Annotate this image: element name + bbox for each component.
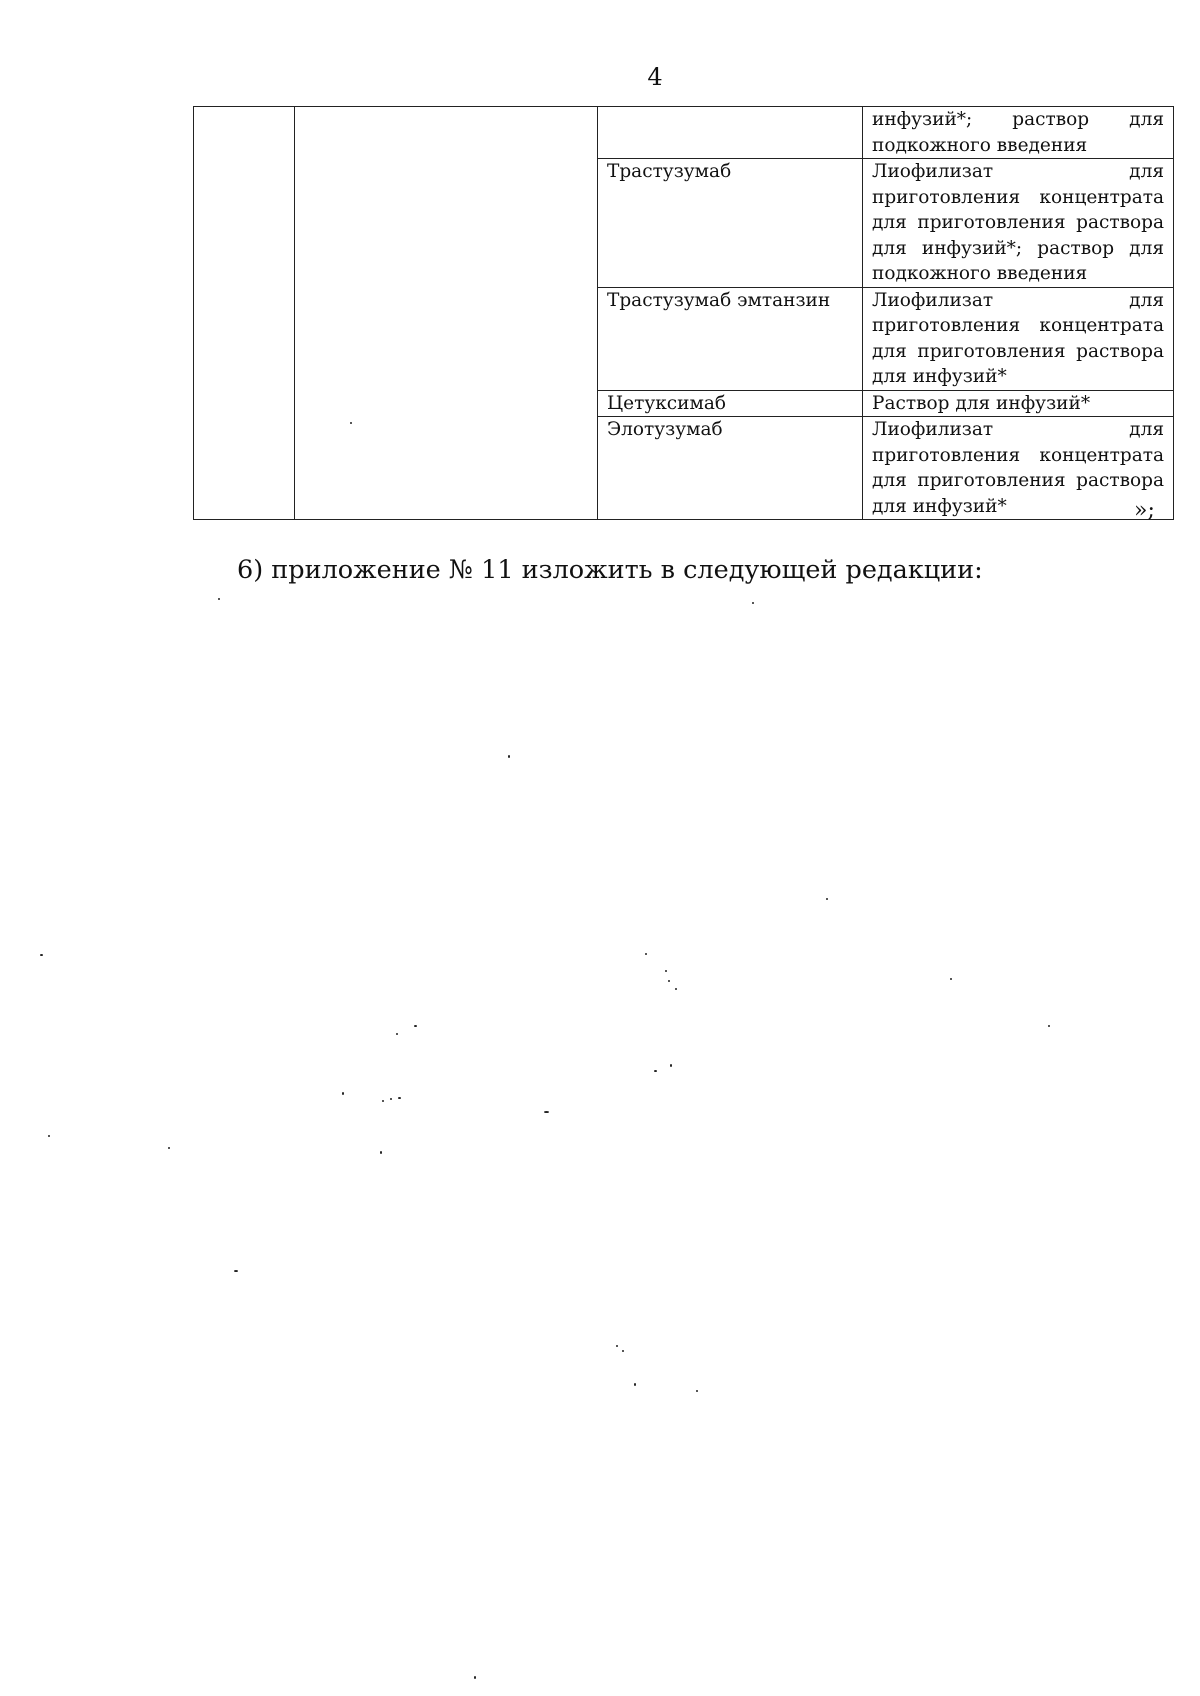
speck (752, 602, 754, 604)
speck (670, 1064, 672, 1067)
speck (1048, 1025, 1050, 1027)
group-cell (295, 107, 598, 520)
speck (668, 980, 670, 982)
drug-name-cell: Трастузумаб эмтанзин (598, 287, 863, 390)
drug-name-cell: Цетуксимаб (598, 390, 863, 417)
speck (696, 1390, 698, 1392)
speck (350, 422, 352, 424)
speck (396, 1033, 398, 1035)
speck (826, 898, 828, 900)
speck (675, 988, 677, 990)
speck (950, 978, 952, 980)
speck (665, 970, 667, 972)
code-cell (194, 107, 295, 520)
speck (634, 1383, 636, 1386)
speck (382, 1100, 384, 1102)
drug-name-cell: Трастузумаб (598, 159, 863, 288)
dosage-form-cell: Лиофилизат для приготовления концентрата для приготовления раствора для инфузий*; раствор для подкожного введения (863, 159, 1174, 288)
speck (414, 1025, 417, 1027)
speck (380, 1151, 382, 1154)
speck (48, 1135, 50, 1137)
speck (544, 1111, 549, 1113)
drug-name-cell (598, 107, 863, 159)
speck (168, 1147, 170, 1149)
speck (390, 1098, 392, 1100)
instruction-paragraph: 6) приложение № 11 изложить в следующей редакции: (237, 555, 983, 585)
speck (616, 1345, 618, 1347)
speck (218, 598, 220, 600)
drug-name-cell: Элотузумаб (598, 417, 863, 520)
dosage-form-cell: Лиофилизат для приготовления концентрата для приготовления раствора для инфузий* (863, 417, 1174, 520)
speck (342, 1092, 344, 1095)
speck (474, 1676, 476, 1679)
speck (654, 1070, 657, 1072)
speck (398, 1097, 401, 1099)
speck (40, 954, 43, 956)
closing-quote-mark: »; (1134, 498, 1155, 523)
page-number: 4 (647, 63, 663, 91)
speck (622, 1350, 624, 1352)
speck (508, 755, 510, 758)
drug-table (193, 106, 1174, 520)
dosage-form-cell: Лиофилизат для приготовления концентрата для приготовления раствора для инфузий* (863, 287, 1174, 390)
speck (234, 1270, 238, 1272)
dosage-form-cell: Раствор для инфузий* (863, 390, 1174, 417)
speck (645, 953, 647, 955)
dosage-form-cell: инфузий*; раствор для подкожного введения (863, 107, 1174, 159)
table-row (194, 107, 1174, 159)
